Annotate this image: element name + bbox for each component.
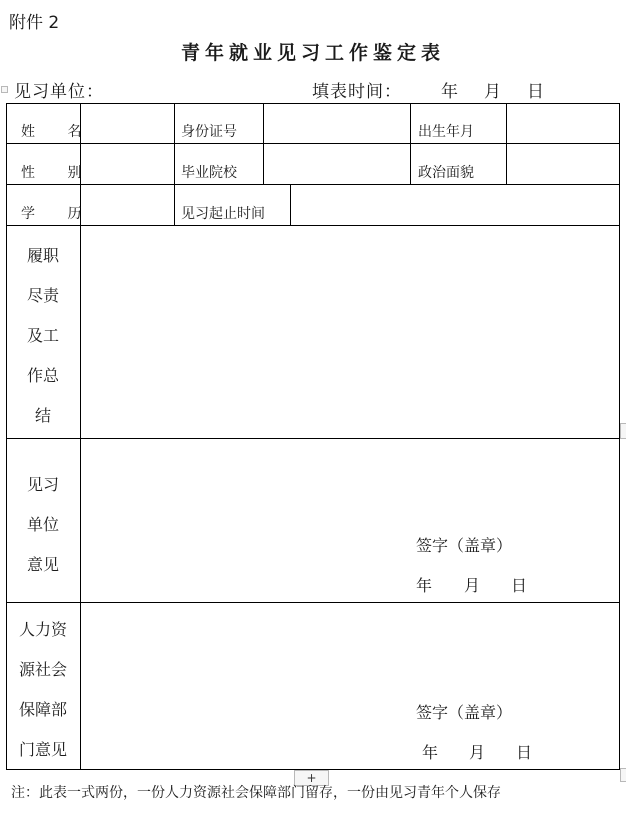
label-line: 履职 bbox=[26, 246, 59, 265]
fill-date-month: 月 bbox=[484, 82, 501, 102]
unit-opinion-label bbox=[6, 465, 80, 585]
fill-date-day: 日 bbox=[527, 82, 544, 102]
hr-opinion-field[interactable] bbox=[81, 603, 619, 769]
hr-sign-month: 月 bbox=[469, 743, 486, 762]
birth-date-field[interactable] bbox=[507, 104, 619, 143]
school-label: 毕业院校 bbox=[181, 165, 237, 181]
label-line: 源社会 bbox=[18, 660, 67, 679]
gender-field[interactable] bbox=[81, 144, 173, 184]
fill-date-label: 填表时间： bbox=[312, 82, 402, 102]
birth-date-label: 出生年月 bbox=[418, 124, 474, 140]
label-line: 作总 bbox=[26, 366, 59, 385]
label-line: 尽责 bbox=[26, 286, 59, 305]
label-line: 保障部 bbox=[18, 700, 67, 719]
footnote: 注：此表一式两份，一份人力资源社会保障部门留存，一份由见习青年个人保存 bbox=[11, 785, 501, 801]
table-move-handle[interactable] bbox=[1, 86, 8, 93]
internship-period-label: 见习起止时间 bbox=[181, 206, 265, 222]
name-field[interactable] bbox=[81, 104, 173, 143]
hr-sign-day: 日 bbox=[516, 743, 533, 762]
education-field[interactable] bbox=[81, 185, 173, 225]
unit-opinion-field[interactable] bbox=[81, 439, 619, 602]
row-resize-handle[interactable] bbox=[620, 423, 626, 439]
label-line: 单位 bbox=[26, 515, 59, 534]
internship-unit-label: 见习单位： bbox=[14, 82, 104, 102]
duty-summary-field[interactable] bbox=[81, 226, 619, 438]
plus-icon: + bbox=[306, 771, 317, 785]
label-line: 门意见 bbox=[18, 740, 67, 759]
page-title: 青年就业见习工作鉴定表 bbox=[180, 42, 445, 64]
duty-summary-label bbox=[6, 236, 80, 436]
table-line bbox=[174, 103, 175, 226]
hr-signature-label: 签字（盖章） bbox=[416, 703, 513, 722]
name-label: 姓 名 bbox=[21, 124, 96, 140]
table-resize-handle[interactable] bbox=[620, 768, 626, 782]
id-number-field[interactable] bbox=[264, 104, 409, 143]
unit-sign-year: 年 bbox=[416, 576, 433, 595]
unit-sign-day: 日 bbox=[511, 576, 528, 595]
hr-sign-year: 年 bbox=[422, 743, 439, 762]
table-line bbox=[410, 103, 411, 185]
unit-sign-month: 月 bbox=[464, 576, 481, 595]
attachment-label: 附件 2 bbox=[9, 13, 60, 33]
gender-label: 性 别 bbox=[21, 165, 96, 181]
label-line: 意见 bbox=[26, 555, 59, 574]
political-status-label: 政治面貌 bbox=[418, 165, 474, 181]
label-line: 结 bbox=[34, 406, 51, 425]
fill-date-year: 年 bbox=[441, 82, 458, 102]
label-line: 及工 bbox=[26, 326, 59, 345]
unit-signature-label: 签字（盖章） bbox=[416, 536, 513, 555]
internship-period-field[interactable] bbox=[291, 185, 619, 225]
label-line: 人力资 bbox=[18, 620, 67, 639]
school-field[interactable] bbox=[264, 144, 409, 184]
id-number-label: 身份证号 bbox=[181, 124, 237, 140]
political-status-field[interactable] bbox=[507, 144, 619, 184]
education-label: 学 历 bbox=[21, 206, 96, 222]
label-line: 见习 bbox=[26, 475, 59, 494]
hr-opinion-label bbox=[6, 610, 80, 770]
